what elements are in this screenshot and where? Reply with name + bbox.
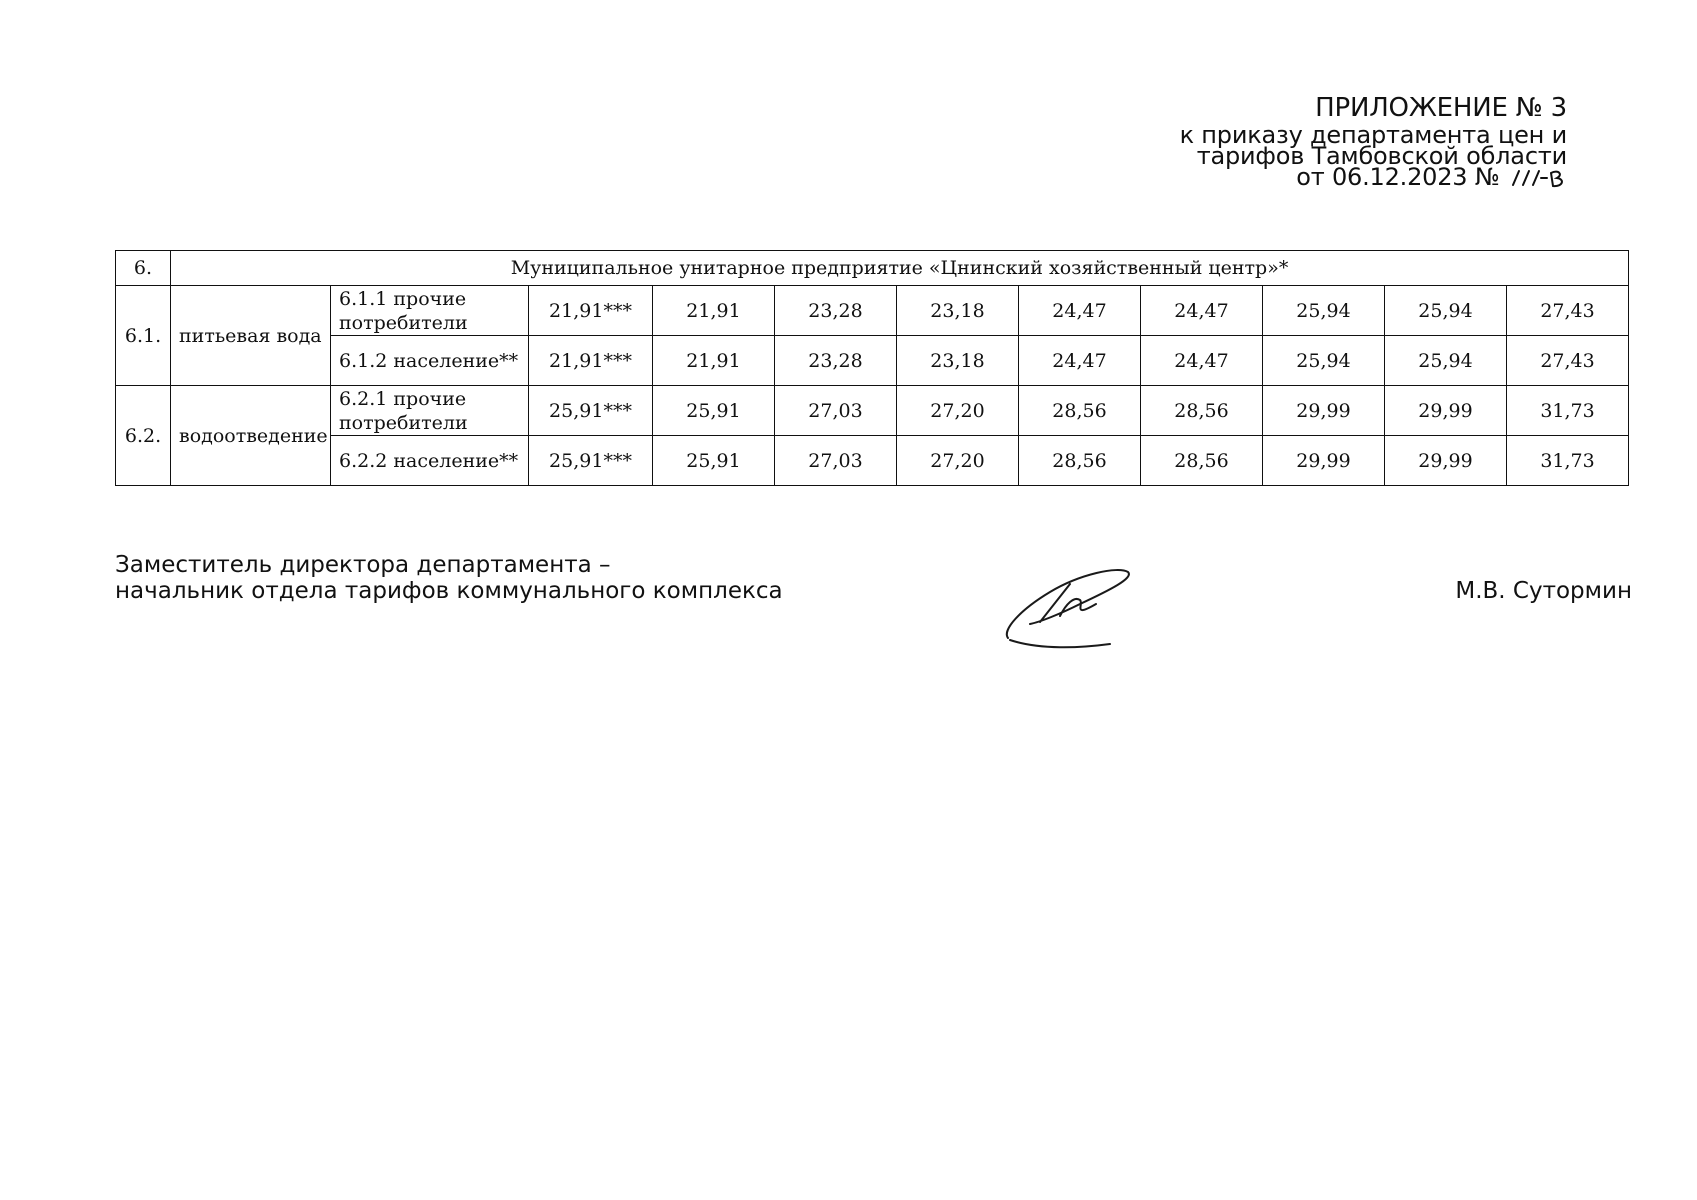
table-cell: 28,56 xyxy=(1019,386,1141,436)
table-row xyxy=(116,336,1629,386)
table-cell: 21,91*** xyxy=(529,336,653,386)
table-cell: 25,94 xyxy=(1385,336,1507,386)
org-row xyxy=(116,251,1629,286)
table-cell: 23,28 xyxy=(775,336,897,386)
table-cell: 29,99 xyxy=(1385,386,1507,436)
group-name: питьевая вода xyxy=(171,286,331,386)
appendix-title: ПРИЛОЖЕНИЕ № 3 xyxy=(1315,93,1567,123)
row-label: 6.1.2 население** xyxy=(331,336,529,386)
table-cell: 25,91 xyxy=(653,386,775,436)
table-cell: 21,91*** xyxy=(529,286,653,336)
row-label: 6.1.1 прочие потребители xyxy=(331,286,529,336)
group-name: водоотведение xyxy=(171,386,331,486)
appendix-subtitle-line1: к приказу департамента цен и xyxy=(1179,121,1567,149)
table-cell: 27,43 xyxy=(1507,336,1629,386)
table-cell: 31,73 xyxy=(1507,436,1629,486)
signatory-position-line1: Заместитель директора департамента – xyxy=(115,552,611,578)
table-cell: 25,94 xyxy=(1263,336,1385,386)
table-cell: 27,20 xyxy=(897,436,1019,486)
signatory-position xyxy=(115,552,783,604)
table-cell: 25,91*** xyxy=(529,436,653,486)
tariff-table xyxy=(115,250,1629,486)
table-row xyxy=(116,286,1629,336)
appendix-date: от 06.12.2023 № xyxy=(1296,163,1500,191)
appendix-header xyxy=(1179,93,1567,191)
table-cell: 23,18 xyxy=(897,286,1019,336)
table-cell: 29,99 xyxy=(1263,436,1385,486)
table-cell: 25,94 xyxy=(1263,286,1385,336)
group-code: 6.2. xyxy=(116,386,171,486)
table-cell: 25,94 xyxy=(1385,286,1507,336)
table-cell: 28,56 xyxy=(1019,436,1141,486)
table-cell: 28,56 xyxy=(1141,436,1263,486)
table-cell: 31,73 xyxy=(1507,386,1629,436)
table-row xyxy=(116,386,1629,436)
group-code: 6.1. xyxy=(116,286,171,386)
table-cell: 21,91 xyxy=(653,336,775,386)
table-cell: 21,91 xyxy=(653,286,775,336)
signatory-name: М.В. Сутормин xyxy=(1455,578,1632,604)
table-cell: 23,28 xyxy=(775,286,897,336)
row-label: 6.2.1 прочие потребители xyxy=(331,386,529,436)
table-cell: 24,47 xyxy=(1141,336,1263,386)
table-cell: 23,18 xyxy=(897,336,1019,386)
table-cell: 25,91 xyxy=(653,436,775,486)
handwritten-signature xyxy=(1000,560,1140,650)
table-cell: 29,99 xyxy=(1385,436,1507,486)
table-cell: 24,47 xyxy=(1019,286,1141,336)
table-cell: 27,20 xyxy=(897,386,1019,436)
signatory-position-line2: начальник отдела тарифов коммунального комплекса xyxy=(115,578,783,604)
table-cell: 24,47 xyxy=(1019,336,1141,386)
table-cell: 29,99 xyxy=(1263,386,1385,436)
handwritten-order-number xyxy=(1507,167,1567,189)
row-label: 6.2.2 население** xyxy=(331,436,529,486)
table-cell: 25,91*** xyxy=(529,386,653,436)
table-cell: 27,03 xyxy=(775,386,897,436)
org-name: Муниципальное унитарное предприятие «Цнинский хозяйственный центр»* xyxy=(171,251,1629,286)
table-cell: 28,56 xyxy=(1141,386,1263,436)
appendix-date-line xyxy=(1180,163,1567,191)
table-cell: 27,43 xyxy=(1507,286,1629,336)
table-row xyxy=(116,436,1629,486)
table-cell: 27,03 xyxy=(775,436,897,486)
org-code: 6. xyxy=(116,251,171,286)
appendix-subtitle-line2: тарифов Тамбовской области xyxy=(1196,142,1567,170)
table-cell: 24,47 xyxy=(1141,286,1263,336)
